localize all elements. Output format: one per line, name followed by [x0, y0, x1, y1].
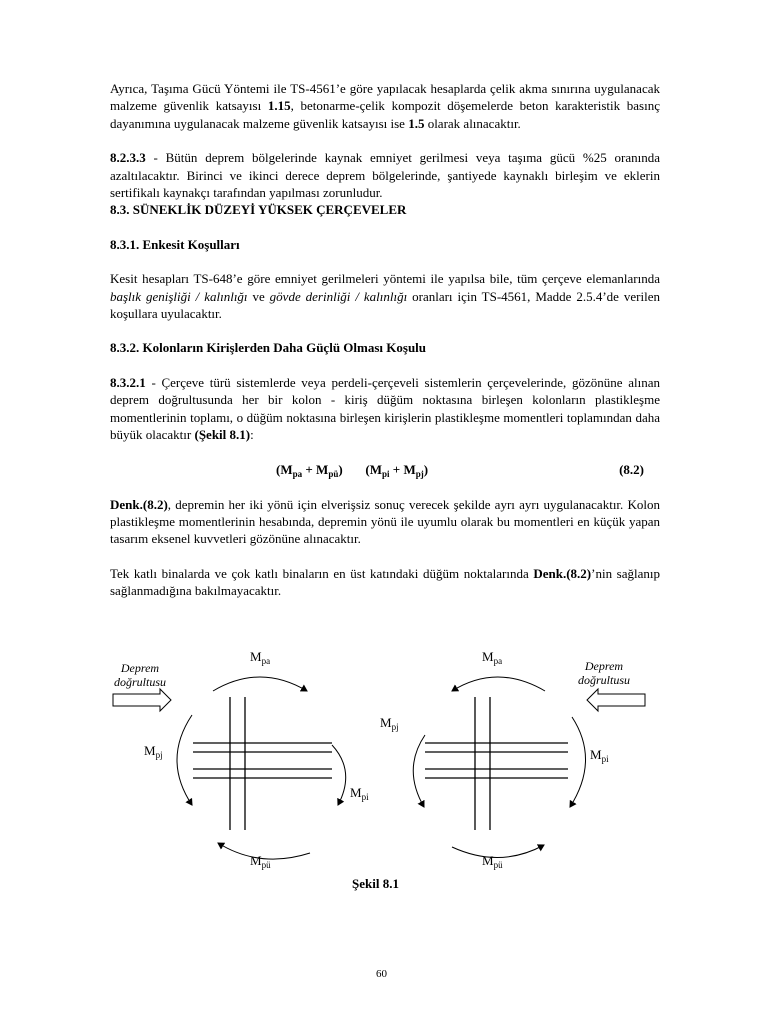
paragraph-8-3-2-1: 8.3.2.1 - Çerçeve türü sistemlerde veya perdeli-çerçeveli sistemlerin çerçevelerinde, gözönüne alınan deprem doğrultusunda her bir kolon - kiriş düğüm noktasına birleşen kolonların plastikleşme momentlerinin toplamı, o düğüm noktasına birleşen kirişlerin plastikleşme momentleri toplamından daha büyük olacaktır (Şekil 8.1): — [110, 374, 660, 443]
arrow-mpa-right — [452, 677, 545, 691]
left-moment-arrows — [177, 677, 346, 859]
right-joint — [425, 697, 568, 830]
arrow-mpi-right — [570, 717, 586, 807]
label-mpa-right: $M_{pa}$ — [482, 649, 503, 666]
equation-8-2 — [110, 461, 660, 479]
paragraph-tek-katli: Tek katlı binalarda ve çok katlı binaların en üst katındaki düğüm noktalarında Denk.(8.2)’nin sağlanıp sağlanmadığına bakılmayacaktır. — [110, 565, 660, 599]
right-moment-arrows — [413, 677, 585, 858]
equation-number: (8.2) — [619, 461, 644, 477]
paragraph-denk-8-2: Denk.(8.2), depremin her iki yönü için elverişsiz sonuç verecek şekilde ayrı ayrı uygulanacaktır. Kolon plastikleşme momentlerinin hesabında, depremin yönü ile uyumlu olarak bu momentleri en küçük yapan tasarım eksenel kuvvetleri gözönüne alınacaktır. — [110, 496, 660, 547]
label-deprem-left: Deprem doğrultusu — [114, 661, 167, 689]
equation-expression: $(M_{pa} + M_{pü})$ $(M_{pi} + M_{pj})$ — [276, 461, 429, 479]
moment-diagram — [100, 645, 660, 875]
paragraph-enkesit: Kesit hesapları TS-648’e göre emniyet gerilmeleri yöntemi ile yapılsa bile, tüm çerçeve elemanlarında başlık genişliği / kalınlığı ve gövde derinliği / kalınlığı oranları için TS-4561, Madde 2.5.4’de verilen koşullara uyulacaktır. — [110, 271, 660, 322]
paragraph-8-2-3-3: 8.2.3.3 - Bütün deprem bölgelerinde kaynak emniyet gerilmesi veya taşıma gücü %25 oranında azaltılacaktır. Birinci ve ikinci derece deprem bölgelerinde, şantiyede kaynaklı birleşim ve eklerin sertifikalı kaynakçı tarafından yapılması zorunludur. — [110, 150, 660, 201]
arrow-deprem-left — [113, 689, 171, 711]
label-mpu-right: $M_{pü}$ — [482, 853, 503, 870]
arrow-mpa-left — [213, 677, 307, 691]
section-heading-8-3: 8.3. SÜNEKLİK DÜZEYİ YÜKSEK ÇERÇEVELER — [110, 202, 407, 218]
arrow-deprem-right — [587, 689, 645, 711]
section-heading-8-3-1: 8.3.1. Enkesit Koşulları — [110, 236, 240, 252]
page-body — [110, 80, 660, 600]
left-joint — [193, 697, 332, 830]
label-mpi-left: $M_{pi}$ — [350, 785, 369, 802]
paragraph-safety-factors: Ayrıca, Taşıma Gücü Yöntemi ile TS-4561’e göre yapılacak hesaplarda çelik akma sınırına uygulanacak malzeme güvenlik katsayısı 1.15, betonarme-çelik kompozit döşemelerde beton karakteristik basınç dayanımına uygulanacak malzeme güvenlik katsayısı ise 1.5 olarak alınacaktır. — [110, 81, 660, 131]
figure-8-1 — [100, 645, 660, 895]
arrow-mpj-right — [413, 735, 425, 807]
label-mpa-left: $M_{pa}$ — [250, 649, 271, 666]
label-mpj-left: $M_{pj}$ — [144, 743, 163, 760]
arrow-mpj-left — [177, 715, 192, 805]
figure-caption: Şekil 8.1 — [352, 876, 399, 891]
label-mpj-right: $M_{pj}$ — [380, 715, 399, 732]
label-deprem-right: Deprem doğrultusu — [578, 659, 631, 687]
label-mpi-right: $M_{pi}$ — [590, 747, 609, 764]
label-mpu-left: $M_{pü}$ — [250, 853, 271, 870]
section-heading-8-3-2: 8.3.2. Kolonların Kirişlerden Daha Güçlü Olması Koşulu — [110, 340, 427, 356]
arrow-mpi-left — [332, 745, 346, 805]
page-number: 60 — [376, 968, 387, 980]
